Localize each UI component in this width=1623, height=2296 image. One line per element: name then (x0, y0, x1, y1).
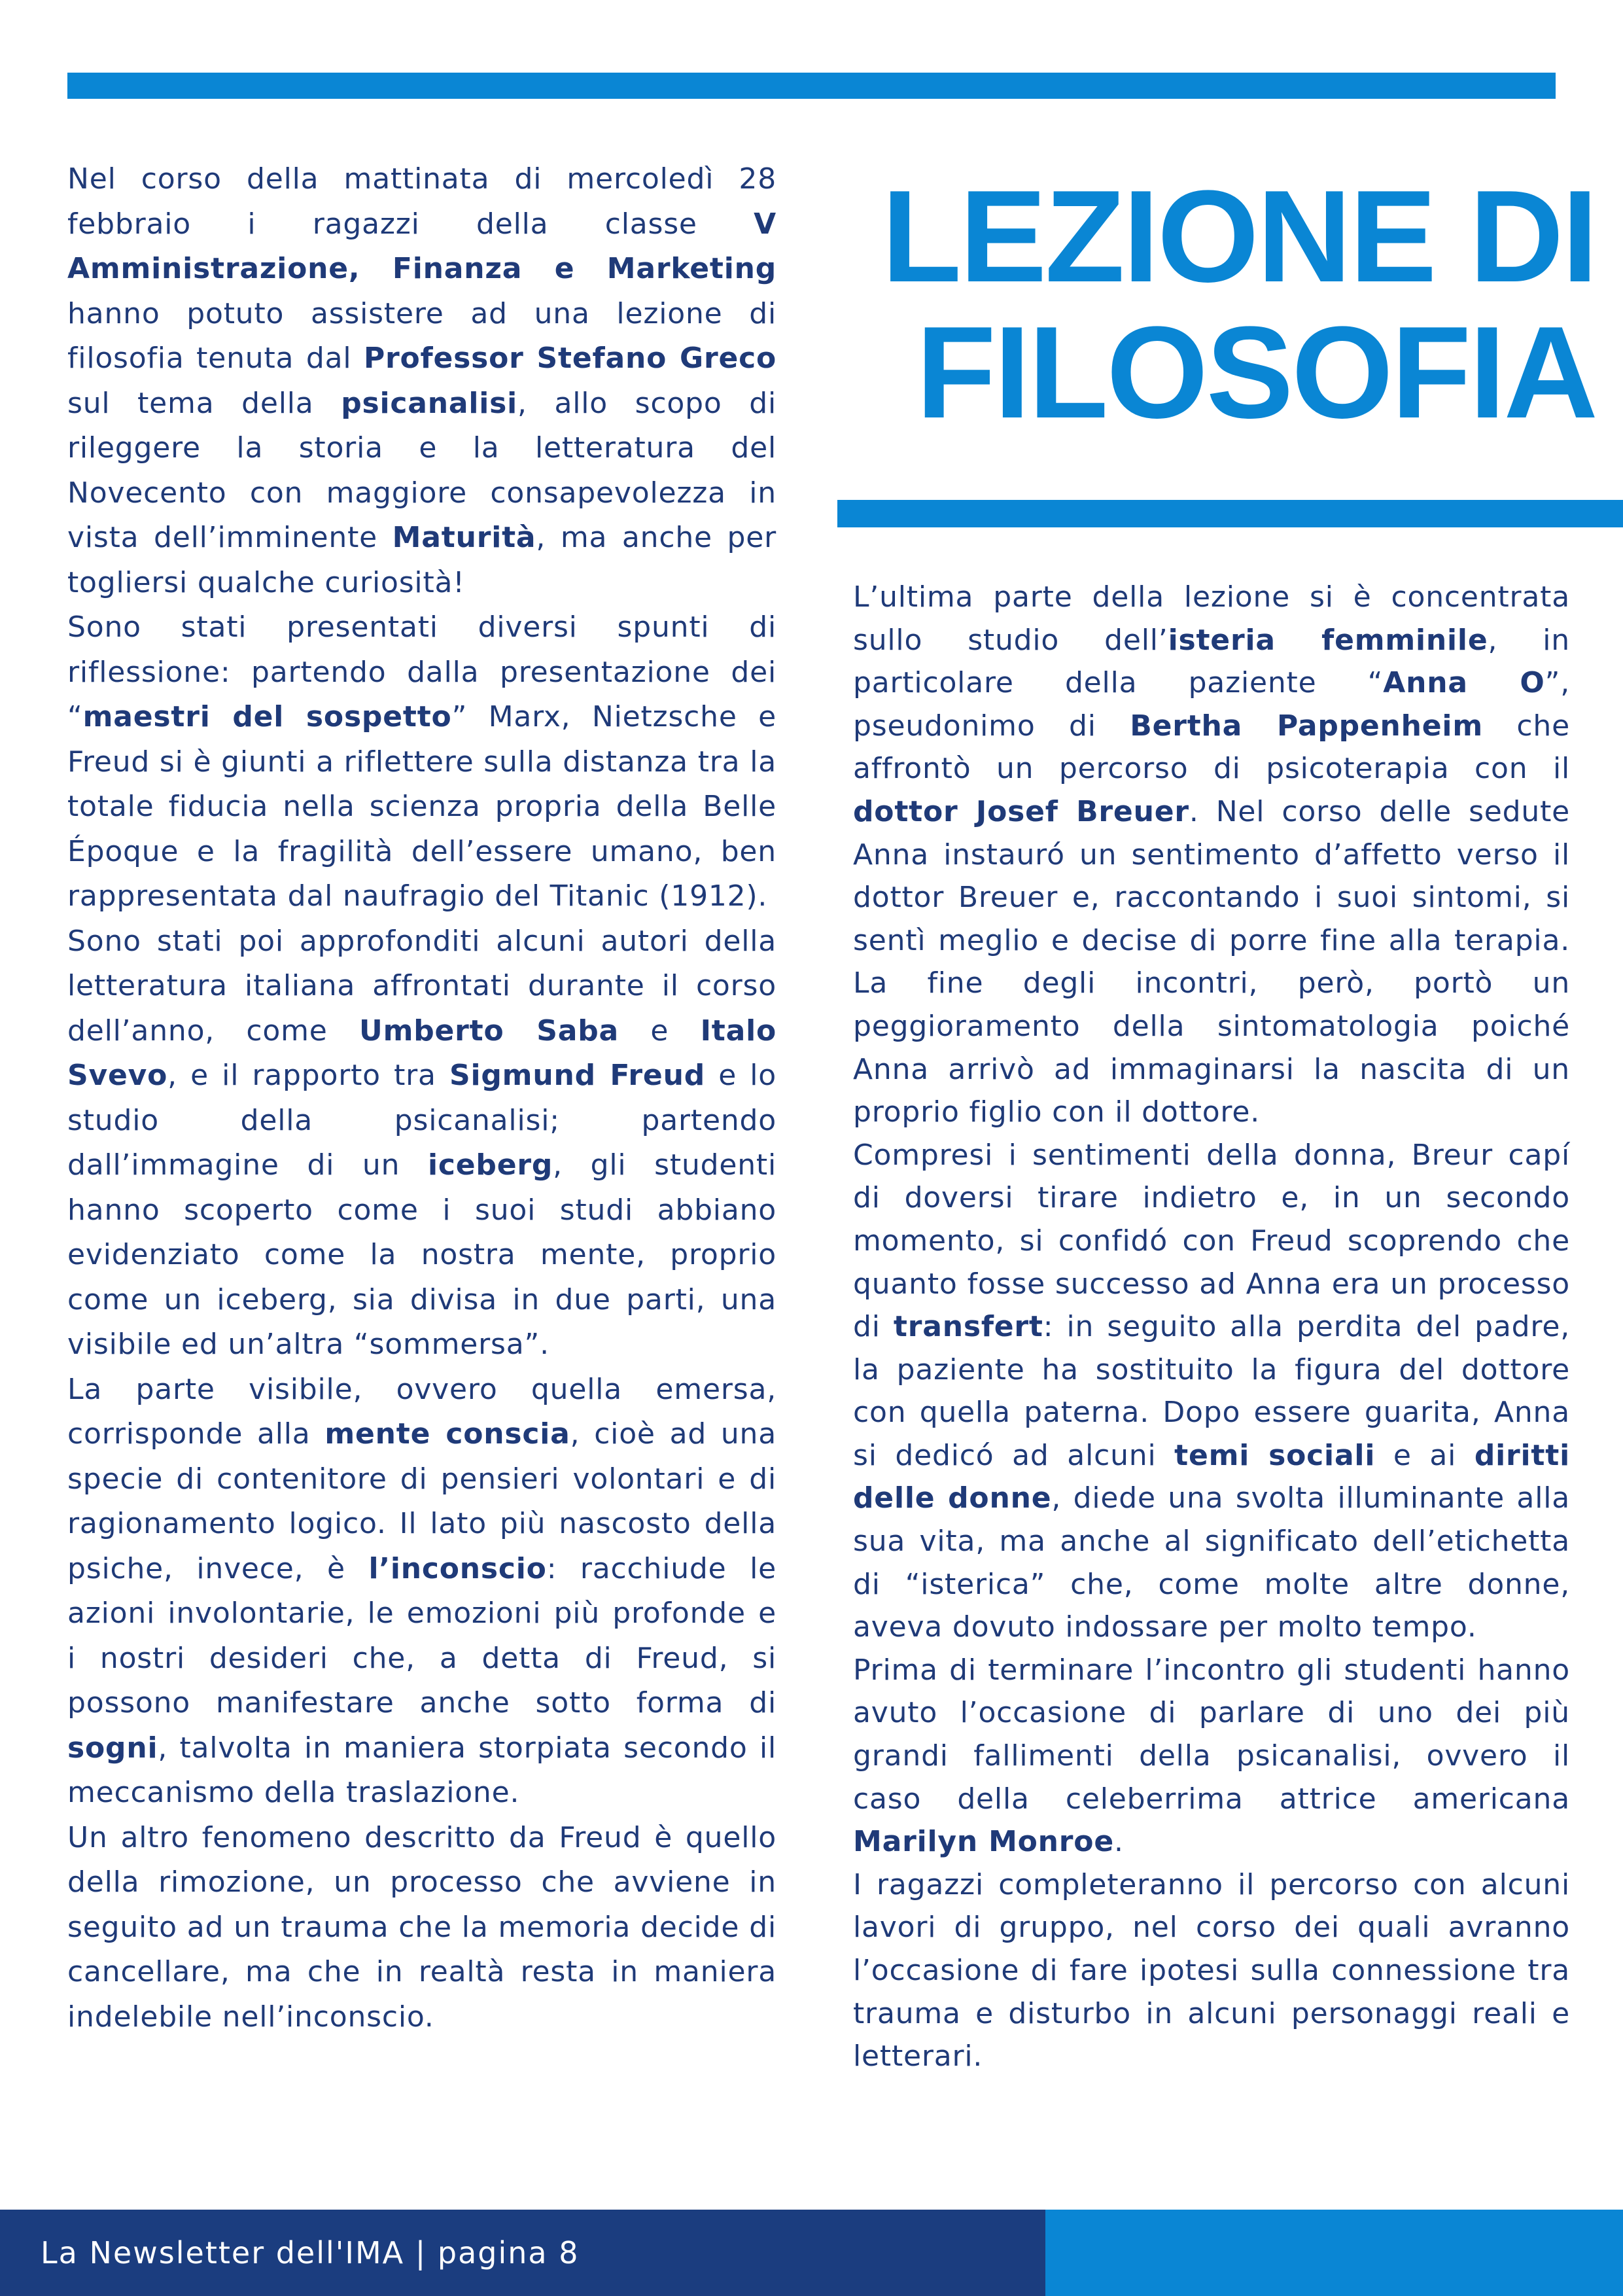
text-run: La parte visibile, ovvero quella emersa, corrisponde alla (67, 1372, 777, 1451)
text-run: . Nel corso delle sedute Anna instauró un sentimento d’affetto verso il dottor Breuer e, raccontando i suoi sintomi, si sentì meglio e decise di porre fine alla terapia. La fine degli incontri, però, portò un peggioramento della sintomatologia poiché Anna arrivò ad immaginarsi la nascita di un proprio figlio con il dottore. (853, 794, 1570, 1129)
paragraph (67, 1368, 777, 1816)
paragraph (67, 605, 777, 919)
top-accent-bar (67, 73, 1556, 99)
text-run: Sono stati poi approfonditi alcuni autori della letteratura italiana affrontati durante il corso dell’anno, come (67, 924, 777, 1048)
title-line-1: LEZIONE DI (881, 164, 1596, 309)
paragraph (853, 1863, 1570, 2078)
bold-run: Italo Svevo (67, 1014, 777, 1092)
bold-run: l’inconscio (368, 1551, 547, 1585)
text-run: Sono stati presentati diversi spunti di riflessione: partendo dalla presentazione dei “ (67, 610, 777, 733)
text-run: , e il rapporto tra (167, 1059, 449, 1092)
text-run: : in seguito alla perdita del padre, la paziente ha sostituito la figura del dottore con quella paterna. Dopo essere guarita, Anna si dedicó ad alcuni (853, 1310, 1570, 1472)
text-run: hanno potuto assistere ad una lezione di filosofia tenuta dal (67, 296, 777, 375)
text-run: , diede una svolta illuminante alla sua vita, ma anche al significato dell’etichetta di “isterica” che, come molte altre donne, aveva dovuto indossare per molto tempo. (853, 1481, 1570, 1644)
text-run: e lo studio della psicanalisi; partendo dall’immagine di un (67, 1059, 777, 1182)
right-column (853, 576, 1570, 2078)
paragraph (853, 1134, 1570, 1649)
text-run: Nel corso della mattinata di mercoledì 28 febbraio i ragazzi della classe (67, 162, 777, 241)
text-run: , gli studenti hanno scoperto come i suoi studi abbiano evidenziato come la nostra mente, proprio come un iceberg, sia divisa in due parti, una visibile ed un’altra “sommersa”. (67, 1148, 777, 1361)
text-run: L’ultima parte della lezione si è concentrata sullo studio dell’ (853, 580, 1570, 657)
text-run: . (1113, 1825, 1124, 1859)
bold-run: temi sociali (1174, 1438, 1376, 1472)
text-run: Un altro fenomeno descritto da Freud è quello della rimozione, un processo che avviene in seguito ad un trauma che la memoria decide di cancellare, ma che in realtà resta in maniera indelebile nell’inconscio. (67, 1820, 777, 2034)
footer-bar-accent (1045, 2210, 1623, 2296)
page-title (837, 164, 1596, 446)
text-run: e (618, 1014, 701, 1048)
bold-run: Anna O (1383, 666, 1545, 700)
bold-run: Sigmund Freud (449, 1059, 705, 1092)
paragraph (67, 1816, 777, 2040)
text-run: : racchiude le azioni involontarie, le emozioni più profonde e i nostri desideri che, a detta di Freud, si possono manifestare anche sotto forma di (67, 1551, 777, 1720)
bold-run: Umberto Saba (359, 1014, 619, 1048)
bold-run: transfert (893, 1310, 1043, 1344)
text-run: Compresi i sentimenti della donna, Breur capí di doversi tirare indietro e, in un secondo momento, si confidó con Freud scoprendo che quanto fosse successo ad Anna era un processo di (853, 1138, 1570, 1344)
text-run: sul tema della (67, 386, 341, 420)
bold-run: Maturità (392, 521, 536, 554)
bold-run: Marilyn Monroe (853, 1825, 1114, 1859)
bold-run: maestri del sospetto (82, 700, 452, 733)
bold-run: diritti delle donne (853, 1438, 1570, 1515)
text-run: ” Marx, Nietzsche e Freud si è giunti a riflettere sulla distanza tra la totale fiducia nella scienza propria della Belle Époque e la fragilità dell’essere umano, ben rappresentata dal naufragio del Titanic (1912). (67, 700, 777, 913)
text-run: , ma anche per togliersi qualche curiosità! (67, 521, 777, 599)
text-run: Prima di terminare l’incontro gli studenti hanno avuto l’occasione di parlare di uno dei più grandi fallimenti della psicanalisi, ovvero il caso della celeberrima attrice americana (853, 1653, 1570, 1816)
bold-run: Professor Stefano Greco (363, 342, 777, 375)
text-run: ”, pseudonimo di (853, 666, 1570, 743)
bold-run: V Amministrazione, Finanza e Marketing (67, 207, 777, 285)
paragraph (67, 157, 777, 605)
bold-run: iceberg (428, 1148, 553, 1182)
bold-run: dottor Josef Breuer (853, 794, 1189, 828)
paragraph (853, 1649, 1570, 1863)
text-run: e ai (1375, 1438, 1475, 1472)
text-run: I ragazzi completeranno il percorso con alcuni lavori di gruppo, nel corso dei quali avranno l’occasione di fare ipotesi sulla connessione tra trauma e disturbo in alcuni personaggi reali e letterari. (853, 1867, 1570, 2074)
bold-run: sogni (67, 1731, 158, 1765)
text-run: , talvolta in maniera storpiata secondo il meccanismo della traslazione. (67, 1731, 777, 1809)
text-run: , allo scopo di rileggere la storia e la letteratura del Novecento con maggiore consapevolezza in vista dell’imminente (67, 386, 777, 554)
footer-label: La Newsletter dell'IMA | pagina 8 (41, 2235, 580, 2270)
text-run: , in particolare della paziente “ (853, 623, 1570, 700)
title-underline-bar (837, 500, 1623, 527)
left-column (67, 157, 777, 2040)
text-run: , cioè ad una specie di contenitore di pensieri volontari e di ragionamento logico. Il lato più nascosto della psiche, invece, è (67, 1417, 777, 1585)
paragraph (67, 919, 777, 1368)
text-run: che affrontò un percorso di psicoterapia con il (853, 709, 1570, 786)
bold-run: psicanalisi (341, 386, 518, 420)
paragraph (853, 576, 1570, 1134)
title-line-2: FILOSOFIA (916, 300, 1596, 446)
bold-run: isteria femminile (1168, 623, 1488, 657)
bold-run: Bertha Pappenheim (1130, 709, 1483, 743)
bold-run: mente conscia (324, 1417, 570, 1451)
